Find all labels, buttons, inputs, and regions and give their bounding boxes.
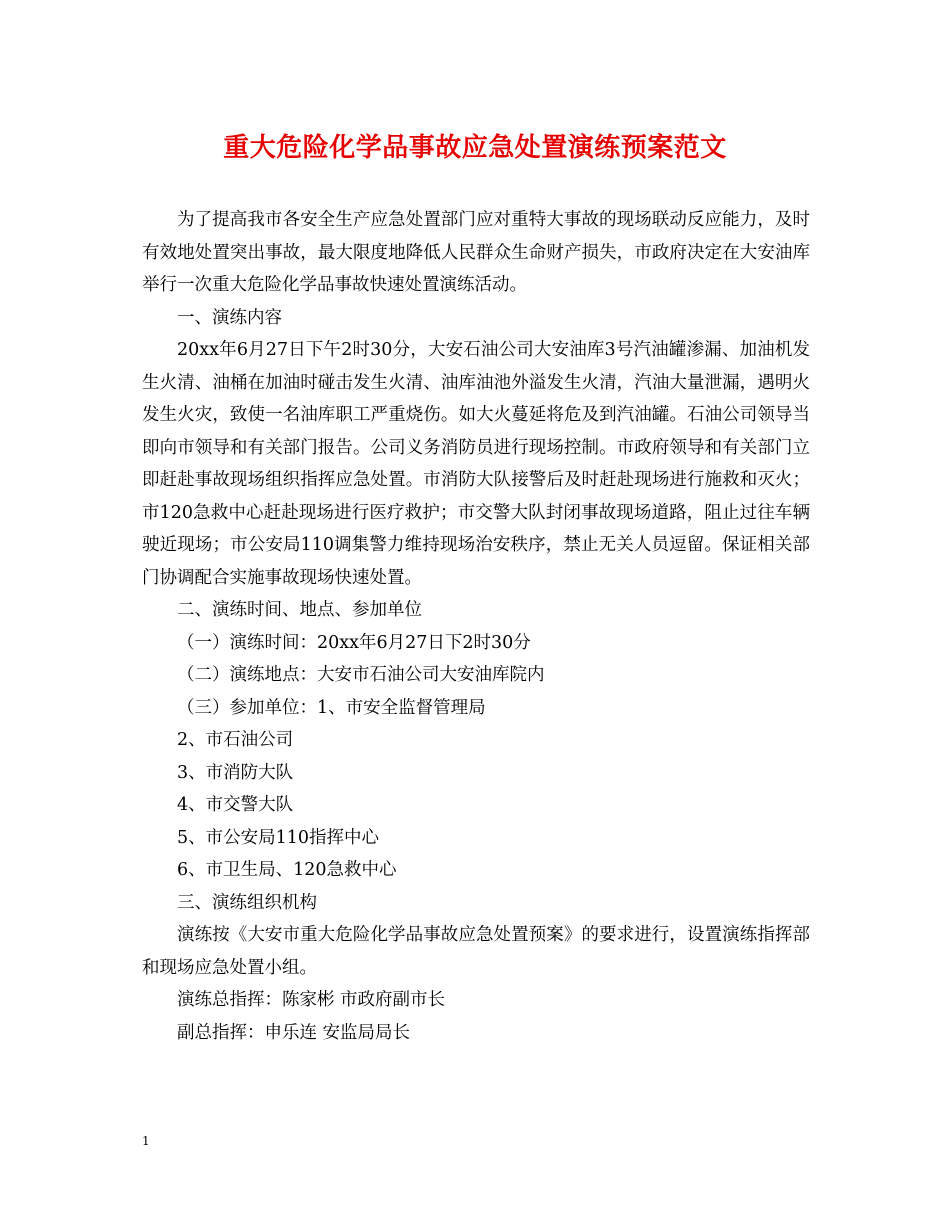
list-item: 2、市石油公司 bbox=[177, 730, 294, 750]
paragraph-deputy-commander: 副总指挥：申乐连 安监局局长 bbox=[177, 1022, 411, 1043]
page-number: 1 bbox=[142, 1134, 150, 1148]
section-heading-2: 二、演练时间、地点、参加单位 bbox=[177, 600, 422, 620]
paragraph-participants: （三）参加单位：1、市安全监督管理局 bbox=[177, 697, 486, 718]
list-item: 4、市交警大队 bbox=[177, 795, 294, 815]
paragraph-drill-time: （一）演练时间：20xx年6月27日下2时30分 bbox=[177, 632, 531, 653]
paragraph-drill-location: （二）演练地点：大安市石油公司大安油库院内 bbox=[177, 665, 545, 685]
section-heading-3: 三、演练组织机构 bbox=[177, 892, 317, 913]
list-item: 5、市公安局110指挥中心 bbox=[177, 827, 380, 848]
paragraph-organization: 演练按《大安市重大危险化学品事故应急处置预案》的要求进行，设置演练指挥部和现场应急处置小组。 bbox=[142, 925, 810, 978]
document-body bbox=[142, 204, 810, 1049]
list-item: 3、市消防大队 bbox=[177, 762, 294, 783]
list-item: 6、市卫生局、120急救中心 bbox=[177, 860, 397, 880]
paragraph-commander: 演练总指挥：陈家彬 市政府副市长 bbox=[177, 990, 446, 1010]
paragraph-intro: 为了提高我市各安全生产应急处置部门应对重特大事故的现场联动反应能力，及时有效地处置突出事故，最大限度地降低人民群众生命财产损失，市政府决定在大安油库举行一次重大危险化学品事故快速处置演练活动。 bbox=[142, 210, 810, 295]
paragraph-drill-content: 20xx年6月27日下午2时30分，大安石油公司大安油库3号汽油罐渗漏、加油机发生火清、油桶在加油时碰击发生火清、油库油池外溢发生火清，汽油大量泄漏，遇明火发生火灾，致使一名油库职工严重烧伤。如大火蔓延将危及到汽油罐。石油公司领导当即向市领导和有关部门报告。公司义务消防员进行现场控制。市政府领导和有关部门立即赶赴事故现场组织指挥应急处置。市消防大队接警后及时赶赴现场进行施救和灭火；市120急救中心赶赴现场进行医疗救护；市交警大队封闭事故现场道路，阻止过往车辆驶近现场；市公安局110调集警力维持现场治安秩序，禁止无关人员逗留。保证相关部门协调配合实施事故现场快速处置。 bbox=[142, 340, 810, 588]
document-title: 重大危险化学品事故应急处置演练预案范文 bbox=[223, 133, 727, 163]
section-heading-1: 一、演练内容 bbox=[177, 307, 282, 328]
